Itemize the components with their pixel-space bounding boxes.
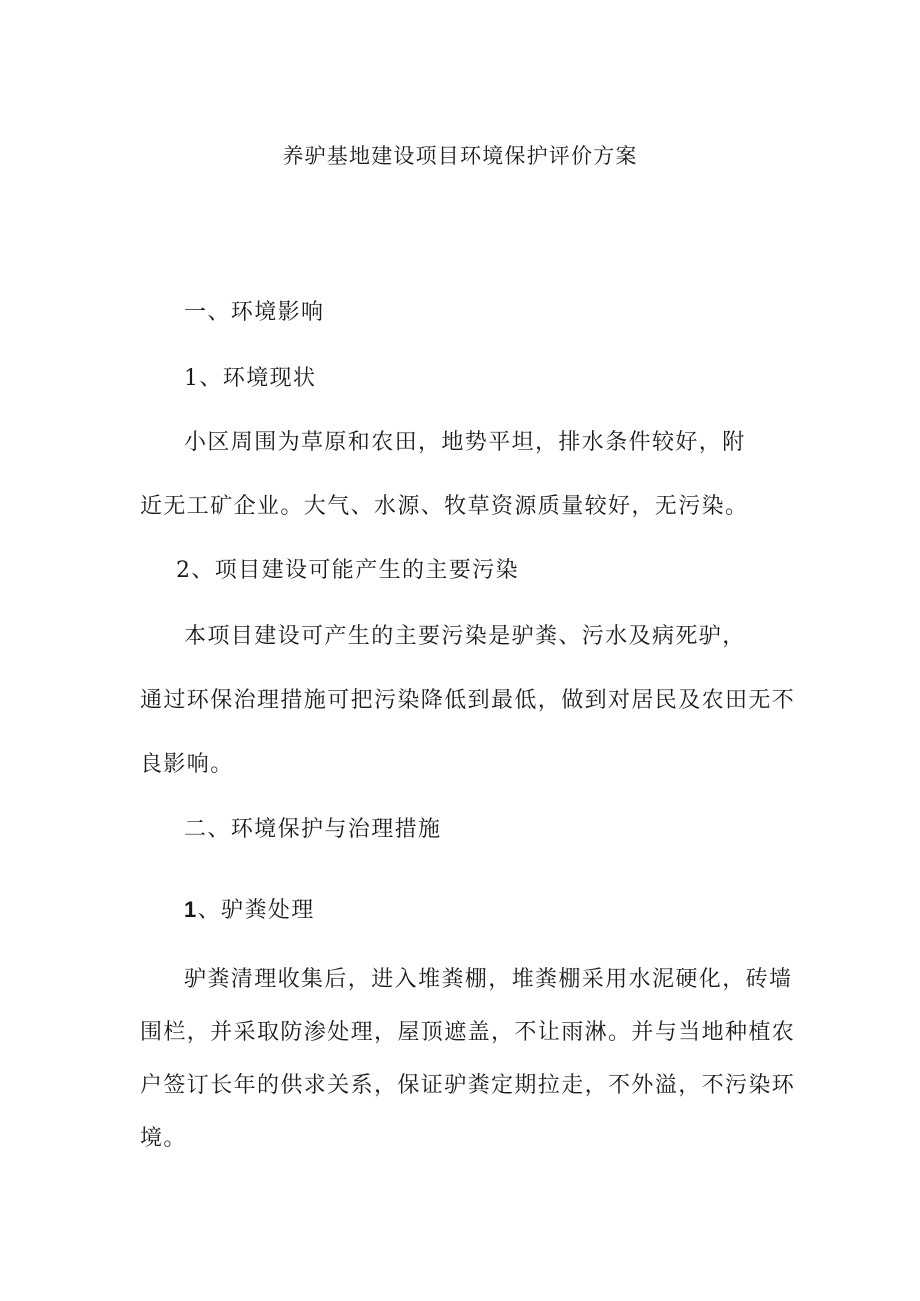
subsection-environment-status-heading: 1、环境现状 <box>184 366 317 391</box>
manure-paragraph-line-2: 围栏，并采取防渗处理，屋顶遮盖，不让雨淋。并与当地种植农 <box>140 1020 796 1045</box>
main-pollution-paragraph-line-1: 本项目建设可产生的主要污染是驴粪、污水及病死驴， <box>184 624 746 649</box>
section2-heading: 二、环境保护与治理措施 <box>184 817 442 842</box>
main-pollution-paragraph-line-3: 良影响。 <box>140 752 234 777</box>
main-pollution-paragraph-line-2: 通过环保治理措施可把污染降低到最低，做到对居民及农田无不 <box>140 688 796 713</box>
environment-status-paragraph-line-1: 小区周围为草原和农田，地势平坦，排水条件较好，附 <box>184 430 746 455</box>
subsection-manure-number: 1 <box>184 897 198 922</box>
manure-paragraph-line-1: 驴粪清理收集后，进入堆粪棚，堆粪棚采用水泥硬化，砖墙 <box>184 967 793 992</box>
subsection-manure-heading <box>184 895 315 926</box>
subsection-manure-title: 、驴粪处理 <box>197 898 315 923</box>
document-title: 养驴基地建设项目环境保护评价方案 <box>282 144 638 168</box>
manure-paragraph-line-3: 户签订长年的供求关系，保证驴粪定期拉走，不外溢，不污染环 <box>140 1073 796 1098</box>
section1-heading: 一、环境影响 <box>184 300 325 325</box>
environment-status-paragraph-line-2: 近无工矿企业。大气、水源、牧草资源质量较好，无污染。 <box>140 494 749 519</box>
manure-paragraph-line-4: 境。 <box>140 1126 187 1151</box>
subsection-main-pollution-heading: 2、项目建设可能产生的主要污染 <box>176 558 519 583</box>
